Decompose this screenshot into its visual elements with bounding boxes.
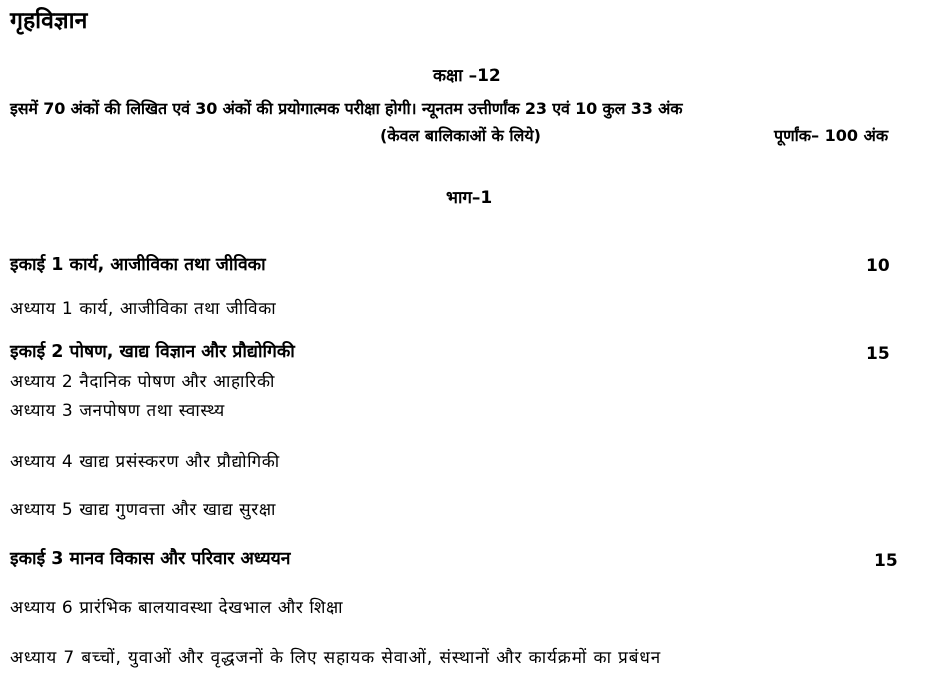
exam-info: इसमें 70 अंकों की लिखित एवं 30 अंकों की प्रयोगात्मक परीक्षा होगी। न्यूनतम उत्तीर्णांक 23 एवं 10 कुल 33 अंक	[10, 99, 683, 118]
chapter-3: अध्याय 3 जनपोषण तथा स्वास्थ्य	[10, 401, 225, 421]
unit-2-marks: 15	[866, 344, 890, 364]
chapter-7: अध्याय 7 बच्चों, युवाओं और वृद्धजनों के लिए सहायक सेवाओं, संस्थानों और कार्यक्रमों का प्रबंधन	[10, 648, 662, 668]
chapter-6: अध्याय 6 प्रारंभिक बालयावस्था देखभाल और शिक्षा	[10, 598, 344, 618]
part-title: भाग–1	[446, 188, 493, 208]
girls-only-note: (केवल बालिकाओं के लिये)	[380, 126, 541, 145]
unit-1-title: इकाई 1 कार्य, आजीविका तथा जीविका	[10, 255, 266, 275]
unit-3-marks: 15	[874, 551, 898, 571]
subject-title: गृहविज्ञान	[10, 8, 88, 34]
unit-2-title: इकाई 2 पोषण, खाद्य विज्ञान और प्रौद्योगिकी	[10, 342, 295, 362]
class-title: कक्षा –12	[433, 66, 501, 86]
unit-3-title: इकाई 3 मानव विकास और परिवार अध्ययन	[10, 549, 291, 569]
full-marks: पूर्णांक– 100 अंक	[774, 126, 889, 145]
chapter-5: अध्याय 5 खाद्य गुणवत्ता और खाद्य सुरक्षा	[10, 500, 277, 520]
unit-1-marks: 10	[866, 256, 890, 276]
chapter-2: अध्याय 2 नैदानिक पोषण और आहारिकी	[10, 372, 276, 392]
chapter-4: अध्याय 4 खाद्य प्रसंस्करण और प्रौद्योगिकी	[10, 452, 280, 472]
chapter-1: अध्याय 1 कार्य, आजीविका तथा जीविका	[10, 299, 277, 319]
